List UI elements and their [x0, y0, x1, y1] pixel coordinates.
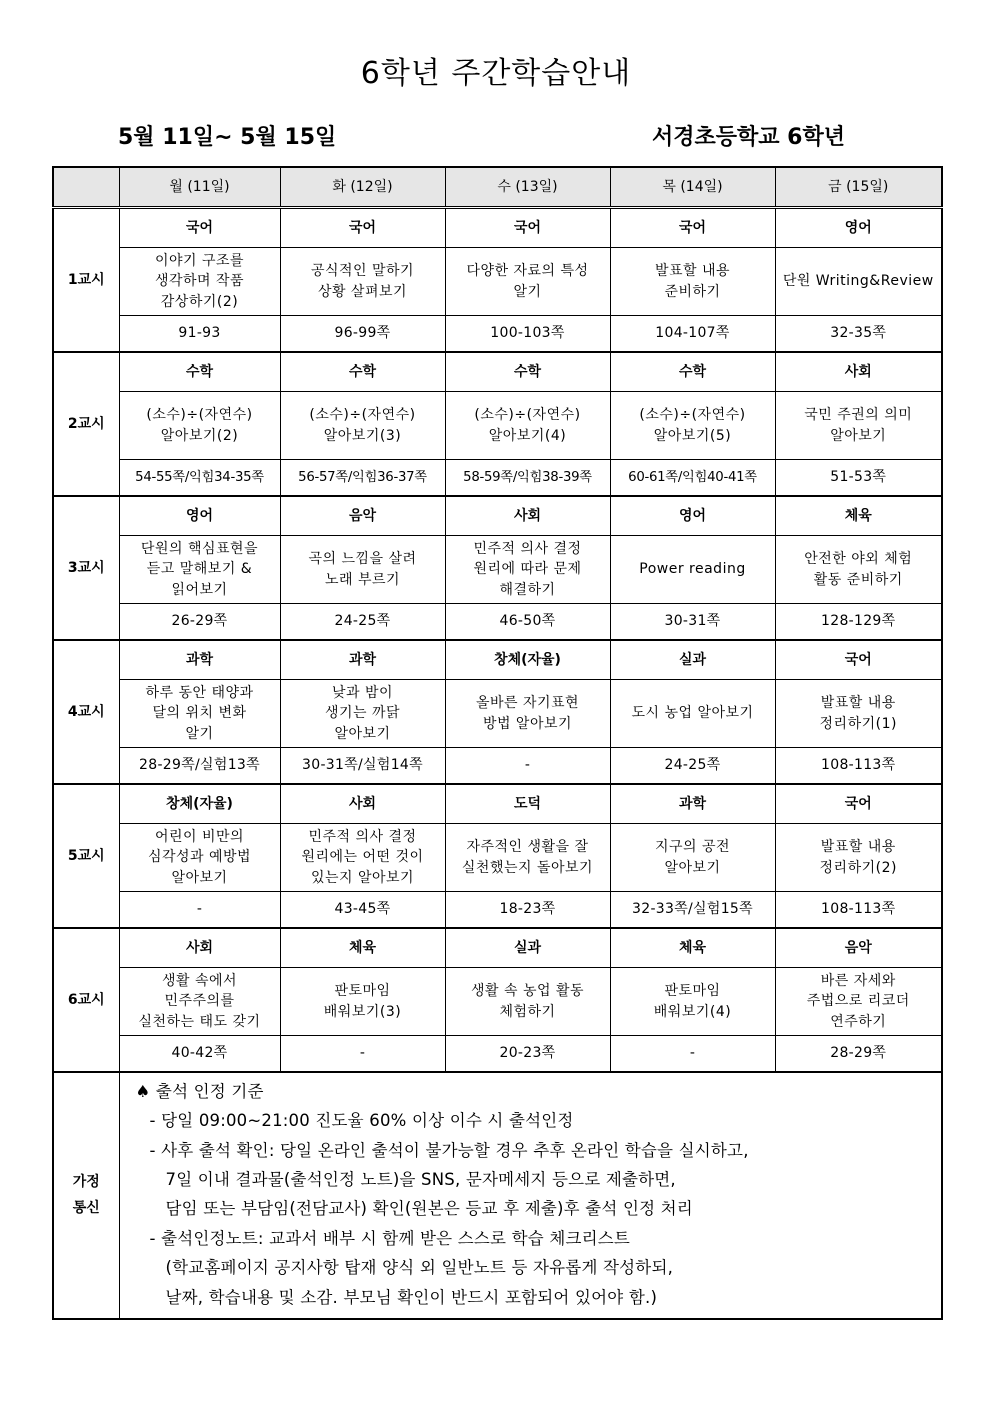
- period-label: 2교시: [53, 352, 119, 496]
- pages-row: [53, 748, 942, 785]
- day-header-fri: 금 (15일): [775, 167, 942, 208]
- topic-line: 다양한 자료의 특성: [466, 263, 589, 280]
- topic-thu: [610, 248, 775, 316]
- pages-tue: 24-25쪽: [280, 604, 445, 641]
- notice-line: 7일 이내 결과물(출석인정 노트)을 SNS, 문자메세지 등으로 제출하면,: [165, 1170, 676, 1190]
- notice-row: [53, 1072, 942, 1319]
- subject-wed: 실과: [445, 928, 610, 968]
- topic-line: 알아보기(5): [653, 427, 732, 444]
- pages-mon: 26-29쪽: [119, 604, 280, 641]
- topic-fri: [775, 392, 942, 460]
- notice-label-line1: 가정: [72, 1173, 100, 1190]
- subject-mon: 영어: [119, 496, 280, 536]
- pages-wed: 100-103쪽: [445, 316, 610, 353]
- pages-thu: 60-61쪽/익힘40-41쪽: [610, 460, 775, 497]
- topic-tue: [280, 680, 445, 748]
- topic-line: 알기: [185, 725, 214, 742]
- notice-line: 날짜, 학습내용 및 소감. 부모님 확인이 반드시 포함되어 있어야 함.): [165, 1287, 658, 1307]
- topic-line: 민주적 의사 결정: [473, 541, 582, 558]
- subject-fri: 사회: [775, 352, 942, 392]
- subject-fri: 국어: [775, 784, 942, 824]
- topic-line: 단원의 핵심표현을: [140, 541, 259, 558]
- topic-line: 알아보기(3): [323, 427, 402, 444]
- pages-row: [53, 1036, 942, 1073]
- subject-tue: 국어: [280, 208, 445, 248]
- topic-mon: [119, 824, 280, 892]
- topic-line: 하루 동안 태양과: [145, 685, 254, 702]
- topic-thu: [610, 536, 775, 604]
- topic-line: 알아보기: [171, 869, 228, 886]
- notice-line: ♠ 출석 인정 기준: [135, 1082, 264, 1101]
- pages-thu: 24-25쪽: [610, 748, 775, 785]
- topic-line: 발표할 내용: [820, 839, 896, 856]
- pages-fri: 108-113쪽: [775, 748, 942, 785]
- pages-row: [53, 604, 942, 641]
- period-label: 1교시: [53, 208, 119, 353]
- subject-wed: 도덕: [445, 784, 610, 824]
- pages-fri: 108-113쪽: [775, 892, 942, 929]
- topic-line: 지구의 공전: [654, 839, 731, 856]
- pages-tue: -: [280, 1036, 445, 1073]
- topic-line: Power reading: [639, 561, 746, 578]
- topic-line: 알아보기(2): [160, 427, 239, 444]
- topic-tue: [280, 248, 445, 316]
- pages-row: [53, 892, 942, 929]
- subject-tue: 과학: [280, 640, 445, 680]
- topic-line: 배워보기(4): [653, 1003, 732, 1020]
- topic-line: 실천했는지 돌아보기: [461, 859, 594, 876]
- pages-fri: 128-129쪽: [775, 604, 942, 641]
- topic-line: 이야기 구조를: [154, 253, 245, 270]
- topic-fri: [775, 968, 942, 1036]
- day-header-wed: 수 (13일): [445, 167, 610, 208]
- subject-mon: 사회: [119, 928, 280, 968]
- topic-mon: [119, 392, 280, 460]
- subject-mon: 창체(자율): [119, 784, 280, 824]
- topic-line: 민주적 의사 결정: [308, 829, 417, 846]
- topic-line: 발표할 내용: [654, 263, 731, 280]
- notice-line: - 사후 출석 확인: 당일 온라인 출석이 불가능할 경우 추후 온라인 학습을 실시하고,: [149, 1140, 749, 1160]
- topic-line: 알아보기: [334, 725, 391, 742]
- topic-line: 곡의 느낌을 살려: [308, 551, 417, 568]
- topic-line: (소수)÷(자연수): [309, 407, 416, 424]
- subject-wed: 사회: [445, 496, 610, 536]
- pages-mon: 28-29쪽/실험13쪽: [119, 748, 280, 785]
- subject-row: [53, 640, 942, 680]
- pages-thu: 104-107쪽: [610, 316, 775, 353]
- topic-line: 정리하기(2): [819, 859, 897, 876]
- topic-line: (소수)÷(자연수): [639, 407, 746, 424]
- topic-line: 있는지 알아보기: [310, 869, 415, 886]
- topic-line: 판토마임: [334, 983, 391, 1000]
- topic-wed: [445, 392, 610, 460]
- pages-fri: 51-53쪽: [775, 460, 942, 497]
- topic-line: 생활 속 농업 활동: [470, 983, 585, 1000]
- topic-thu: [610, 392, 775, 460]
- topic-tue: [280, 536, 445, 604]
- topic-line: (소수)÷(자연수): [474, 407, 581, 424]
- topic-line: 알기: [513, 283, 542, 300]
- topic-line: 준비하기: [664, 283, 721, 300]
- subject-thu: 과학: [610, 784, 775, 824]
- topic-line: 생기는 까닭: [324, 705, 401, 722]
- pages-wed: 18-23쪽: [445, 892, 610, 929]
- subject-row: [53, 208, 942, 248]
- topic-mon: [119, 680, 280, 748]
- subject-tue: 음악: [280, 496, 445, 536]
- topic-wed: [445, 536, 610, 604]
- subject-fri: 영어: [775, 208, 942, 248]
- pages-wed: 58-59쪽/익힘38-39쪽: [445, 460, 610, 497]
- subject-row: [53, 784, 942, 824]
- topic-line: 방법 알아보기: [482, 715, 573, 732]
- pages-tue: 30-31쪽/실험14쪽: [280, 748, 445, 785]
- topic-line: 민주주의를: [164, 993, 235, 1010]
- pages-mon: 91-93: [119, 316, 280, 353]
- pages-mon: 40-42쪽: [119, 1036, 280, 1073]
- topic-line: 연주하기: [830, 1013, 887, 1030]
- day-header-tue: 화 (12일): [280, 167, 445, 208]
- pages-fri: 28-29쪽: [775, 1036, 942, 1073]
- topic-wed: [445, 824, 610, 892]
- topic-line: 판토마임: [664, 983, 721, 1000]
- topic-wed: [445, 248, 610, 316]
- subject-thu: 영어: [610, 496, 775, 536]
- topic-line: 활동 준비하기: [813, 571, 903, 588]
- topic-row: [53, 536, 942, 604]
- topic-line: 공식적인 말하기: [310, 263, 415, 280]
- subject-thu: 국어: [610, 208, 775, 248]
- topic-mon: [119, 536, 280, 604]
- header-corner: [53, 167, 119, 208]
- day-header-row: [53, 167, 942, 208]
- topic-line: 노래 부르기: [324, 571, 401, 588]
- pages-row: [53, 316, 942, 353]
- topic-wed: [445, 968, 610, 1036]
- subject-fri: 국어: [775, 640, 942, 680]
- pages-mon: -: [119, 892, 280, 929]
- subject-tue: 수학: [280, 352, 445, 392]
- subject-row: [53, 496, 942, 536]
- topic-line: 자주적인 생활을 잘: [466, 839, 589, 856]
- weekly-schedule-table: [52, 166, 943, 1320]
- topic-fri: [775, 824, 942, 892]
- notice-line: (학교홈페이지 공지사항 탑재 양식 외 일반노트 등 자유롭게 작성하되,: [165, 1258, 674, 1278]
- pages-thu: -: [610, 1036, 775, 1073]
- subject-mon: 수학: [119, 352, 280, 392]
- topic-line: 감상하기(2): [160, 293, 239, 310]
- topic-line: 실천하는 태도 갖기: [138, 1013, 261, 1030]
- page-title: 6학년 주간학습안내: [360, 56, 632, 91]
- topic-line: 낮과 밤이: [331, 685, 394, 702]
- subject-wed: 창체(자율): [445, 640, 610, 680]
- notice-line: 담임 또는 부담임(전담교사) 확인(원본은 등교 후 제출)후 출석 인정 처리: [165, 1199, 693, 1219]
- topic-line: 국민 주권의 의미: [804, 407, 913, 424]
- topic-line: 체험하기: [499, 1003, 556, 1020]
- topic-tue: [280, 824, 445, 892]
- topic-line: 생활 속에서: [161, 973, 238, 990]
- pages-wed: 20-23쪽: [445, 1036, 610, 1073]
- topic-fri: [775, 536, 942, 604]
- topic-line: 도시 농업 알아보기: [631, 705, 754, 722]
- topic-row: [53, 824, 942, 892]
- topic-line: 읽어보기: [171, 581, 228, 598]
- topic-row: [53, 968, 942, 1036]
- topic-line: 알아보기: [664, 859, 721, 876]
- topic-fri: [775, 680, 942, 748]
- topic-line: 심각성과 예방법: [147, 849, 252, 866]
- topic-tue: [280, 392, 445, 460]
- pages-thu: 32-33쪽/실험15쪽: [610, 892, 775, 929]
- topic-line: 알아보기: [830, 427, 887, 444]
- pages-tue: 43-45쪽: [280, 892, 445, 929]
- subject-row: [53, 928, 942, 968]
- period-label: 3교시: [53, 496, 119, 640]
- topic-thu: [610, 968, 775, 1036]
- date-range: 5월 11일~ 5월 15일: [118, 125, 337, 150]
- notice-line: - 출석인정노트: 교과서 배부 시 함께 받은 스스로 학습 체크리스트: [149, 1228, 631, 1248]
- pages-thu: 30-31쪽: [610, 604, 775, 641]
- notice-label-line2: 통신: [72, 1200, 100, 1217]
- pages-tue: 56-57쪽/익힘36-37쪽: [280, 460, 445, 497]
- subject-thu: 수학: [610, 352, 775, 392]
- topic-line: 생각하며 작품: [154, 273, 245, 290]
- period-label: 5교시: [53, 784, 119, 928]
- topic-line: 정리하기(1): [819, 715, 897, 732]
- pages-wed: 46-50쪽: [445, 604, 610, 641]
- topic-line: 어린이 비만의: [154, 829, 245, 846]
- topic-line: 바른 자세와: [820, 973, 896, 990]
- topic-line: 주법으로 리코더: [806, 993, 910, 1010]
- pages-mon: 54-55쪽/익힘34-35쪽: [119, 460, 280, 497]
- topic-line: 안전한 야외 체험: [804, 551, 913, 568]
- subject-mon: 국어: [119, 208, 280, 248]
- topic-line: 상황 살펴보기: [317, 283, 408, 300]
- notice-line: - 당일 09:00~21:00 진도율 60% 이상 이수 시 출석인정: [149, 1111, 574, 1131]
- subject-thu: 체육: [610, 928, 775, 968]
- subject-row: [53, 352, 942, 392]
- topic-line: 단원 Writing&Review: [782, 273, 934, 290]
- pages-fri: 32-35쪽: [775, 316, 942, 353]
- topic-line: 달의 위치 변화: [152, 705, 247, 722]
- topic-mon: [119, 968, 280, 1036]
- pages-wed: -: [445, 748, 610, 785]
- topic-wed: [445, 680, 610, 748]
- topic-line: 해결하기: [499, 581, 556, 598]
- topic-thu: [610, 680, 775, 748]
- topic-line: (소수)÷(자연수): [146, 407, 253, 424]
- topic-line: 원리에 따라 문제: [473, 561, 582, 578]
- topic-line: 발표할 내용: [820, 695, 896, 712]
- topic-row: [53, 248, 942, 316]
- notice-content: [119, 1072, 942, 1319]
- subject-tue: 사회: [280, 784, 445, 824]
- period-label: 6교시: [53, 928, 119, 1072]
- topic-row: [53, 392, 942, 460]
- topic-thu: [610, 824, 775, 892]
- topic-line: 듣고 말해보기 &: [146, 561, 253, 578]
- topic-row: [53, 680, 942, 748]
- notice-label: [53, 1072, 119, 1319]
- topic-tue: [280, 968, 445, 1036]
- topic-fri: [775, 248, 942, 316]
- topic-line: 원리에는 어떤 것이: [301, 849, 424, 866]
- subject-wed: 수학: [445, 352, 610, 392]
- day-header-thu: 목 (14일): [610, 167, 775, 208]
- pages-row: [53, 460, 942, 497]
- topic-line: 배워보기(3): [323, 1003, 402, 1020]
- day-header-mon: 월 (11일): [119, 167, 280, 208]
- subject-fri: 체육: [775, 496, 942, 536]
- period-label: 4교시: [53, 640, 119, 784]
- pages-tue: 96-99쪽: [280, 316, 445, 353]
- topic-line: 올바른 자기표현: [475, 695, 580, 712]
- topic-mon: [119, 248, 280, 316]
- schedule-body: [53, 208, 942, 1073]
- subject-mon: 과학: [119, 640, 280, 680]
- topic-line: 알아보기(4): [488, 427, 567, 444]
- subject-thu: 실과: [610, 640, 775, 680]
- school-name: 서경초등학교 6학년: [652, 125, 845, 150]
- subject-tue: 체육: [280, 928, 445, 968]
- subject-wed: 국어: [445, 208, 610, 248]
- subject-fri: 음악: [775, 928, 942, 968]
